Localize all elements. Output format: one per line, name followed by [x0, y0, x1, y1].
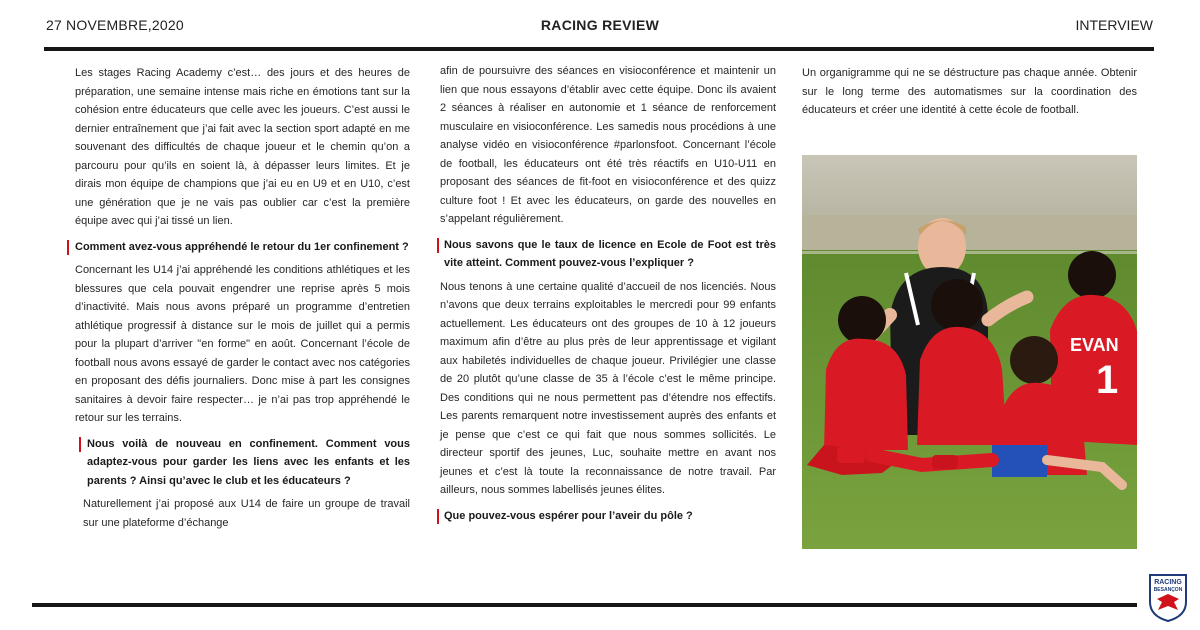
- club-crest-logo: [1147, 572, 1189, 622]
- interview-question: Nous voilà de nouveau en confinement. Comment vous adaptez-vous pour garder les liens avec les enfants et les parents ? Ainsi qu’avec le club et les éducateurs ?: [83, 435, 410, 491]
- issue-date: 27 NOVEMBRE,2020: [46, 17, 184, 33]
- crest-line-1: RACING: [1154, 579, 1182, 586]
- masthead: [0, 0, 1200, 50]
- crest-line-2: BESANÇON: [1153, 587, 1183, 593]
- bottom-divider: [32, 603, 1137, 607]
- coach-with-players-image: [802, 155, 1137, 549]
- paragraph: afin de poursuivre des séances en visioconférence et maintenir un lien que nous essayons d’établir avec cette équipe. Donc ils avaient 2 séances à réaliser en autonomie et 1 séance de renforcement musculaire en visioconférence. Les samedis nous procédions à une analyse vidéo en visioconférence #parlonsfoot. Concernant l’école de football, les éducateurs ont été très réactifs en U10-U11 en proposant des séances de fit-foot en visioconférence et des quizz culture foot ! Et avec les éducateurs, on garde des nouvelles en s’appelant régulièrement.: [440, 65, 776, 225]
- interview-question: Comment avez-vous appréhendé le retour du 1er confinement ?: [71, 238, 410, 257]
- interview-question: Que pouvez-vous espérer pour l’aveir du pôle ?: [440, 507, 776, 526]
- section-label: INTERVIEW: [1075, 17, 1153, 33]
- publication-title: RACING REVIEW: [540, 17, 660, 33]
- paragraph: Nous tenons à une certaine qualité d’accueil de nos licenciés. Nous n’avons que deux terrains exploitables le mercredi pour 99 enfants actuellement. Les éducateurs ont des groupes de 10 à 12 joueurs maximum afin d’être au plus près de leur apprentissage et vigilant aux habiletés individuelles de chaque joueur. Privilégier une classe de 20 plutôt qu’une classe de 35 à l’école c’est le même principe. Des conditions qui ne nous permettent pas d’étendre nos effectifs. Les parents remarquent notre investissement auprès des enfants et je pense que c’est ce qui fait que nous sommes sollicités. Le directeur sportif des jeunes, Luc, souhaite mettre en avant nos jeunes et c’est là toute la reconnaissance de notre travail. Par ailleurs, nous sommes labellisés jeunes élites.: [440, 280, 776, 496]
- interview-question: Nous savons que le taux de licence en Ecole de Foot est très vite atteint. Comment pouvez-vous l’expliquer ?: [440, 236, 776, 273]
- paragraph: Naturellement j’ai proposé aux U14 de faire un groupe de travail sur une plateforme d’échange: [83, 498, 410, 529]
- paragraph: Les stages Racing Academy c’est… des jours et des heures de préparation, une semaine intense mais riche en émotions tant sur la cohésion entre éducateurs que celle avec les joueurs. C’est aussi le dernier entraînement que j’ai fait avec la section sport adapté en me souvenant des difficultés de chaque joueur et le chemin qu’on a parcouru pour qu’ils en soient là, à dépasser leurs limites. Et je dirais mon équipe de champions que j’ai eu en U9 et en U10, c’est une génération que je ne vais pas oublier car c’est la première équipe avec qui j’ai tissé un lien.: [75, 67, 410, 227]
- article-column-2: [440, 62, 776, 530]
- top-divider: [44, 47, 1154, 51]
- paragraph: Concernant les U14 j’ai appréhendé les conditions athlétiques et les blessures que cela pouvait engendrer une reprise après 5 mois d’inactivité. Mais nous avons préparé un programme d’entretien athlétique progressif à distance sur le mois de juillet qui a permis pour la plupart d’arriver "en forme" en août. Concernant l’école de football nous avons essayé de garder le contact avec nos catégories en proposant des défis journaliers. Donc mise à part les consignes sanitaires à devoir faire respecter… je n’ai pas trop appréhendé le retour sur les terrains.: [75, 264, 410, 424]
- racing-besancon-crest-icon: [1147, 572, 1189, 622]
- jersey-name: EVAN: [1070, 335, 1119, 355]
- article-column-1: [75, 64, 410, 539]
- team-photo: [802, 155, 1137, 549]
- article-column-3: [802, 64, 1137, 127]
- jersey-number: 1: [1096, 358, 1119, 402]
- paragraph: Un organigramme qui ne se déstructure pas chaque année. Obtenir sur le long terme des automatismes sur la coordination des éducateurs et créer une identité à cette école de football.: [802, 67, 1137, 116]
